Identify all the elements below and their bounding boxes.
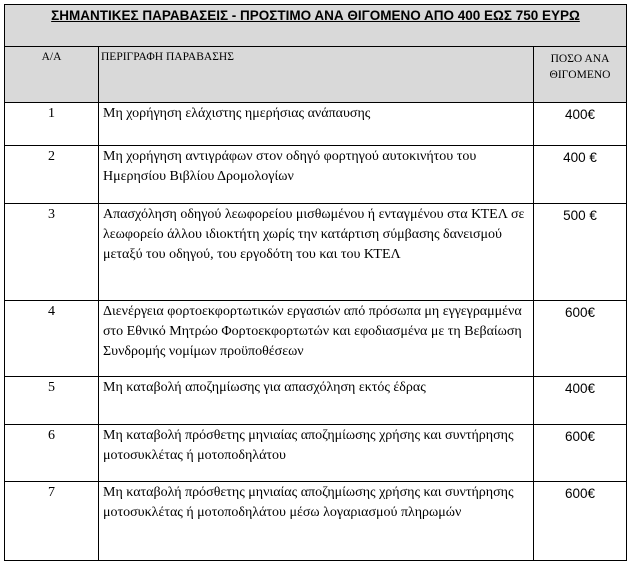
- violations-document: [4, 4, 626, 561]
- row-fine: 500 €: [534, 204, 627, 301]
- row-fine: 400€: [534, 377, 627, 425]
- header-fine-line2: ΘΙΓΟΜΕΝΟ: [549, 69, 611, 81]
- header-num: Α/Α: [5, 47, 99, 103]
- table-row: [5, 301, 627, 377]
- row-description: Μη καταβολή πρόσθετης μηνιαίας αποζημίωσης χρήσης και συντήρησης μοτοσυκλέτας ή μοτοποδηλάτου μέσω λογαριασμού πληρωμών: [99, 482, 534, 561]
- row-num: 5: [5, 377, 99, 425]
- header-fine-line1: ΠΟΣΟ ΑΝΑ: [550, 53, 610, 65]
- row-fine: 400 €: [534, 146, 627, 204]
- row-fine: 400€: [534, 103, 627, 146]
- row-description: Μη καταβολή αποζημίωσης για απασχόληση εκτός έδρας: [99, 377, 534, 425]
- row-num: 4: [5, 301, 99, 377]
- row-fine: 600€: [534, 425, 627, 482]
- violations-table: [4, 4, 627, 561]
- table-title: ΣΗΜΑΝΤΙΚΕΣ ΠΑΡΑΒΑΣΕΙΣ - ΠΡΟΣΤΙΜΟ ΑΝΑ ΘΙΓΟΜΕΝΟ ΑΠΟ 400 ΕΩΣ 750 ΕΥΡΩ: [5, 5, 627, 47]
- row-num: 6: [5, 425, 99, 482]
- row-description: Μη χορήγηση αντιγράφων στον οδηγό φορτηγού αυτοκινήτου του Ημερησίου Βιβλίου Δρομολογίων: [99, 146, 534, 204]
- table-header-row: [5, 47, 627, 103]
- table-row: [5, 204, 627, 301]
- table-row: [5, 377, 627, 425]
- row-description: Μη χορήγηση ελάχιστης ημερήσιας ανάπαυσης: [99, 103, 534, 146]
- row-description: Απασχόληση οδηγού λεωφορείου μισθωμένου ή ενταγμένου στα ΚΤΕΛ σε λεωφορείο άλλου ιδιοκτήτη χωρίς την κατάρτιση σύμβασης δανεισμού μεταξύ του οδηγού, του εργοδότη του και του ΚΤΕΛ: [99, 204, 534, 301]
- row-description: Μη καταβολή πρόσθετης μηνιαίας αποζημίωσης χρήσης και συντήρησης μοτοσυκλέτας ή μοτοποδηλάτου: [99, 425, 534, 482]
- row-num: 3: [5, 204, 99, 301]
- header-fine: [534, 47, 627, 103]
- header-description: ΠΕΡΙΓΡΑΦΗ ΠΑΡΑΒΑΣΗΣ: [99, 47, 534, 103]
- table-row: [5, 425, 627, 482]
- row-fine: 600€: [534, 482, 627, 561]
- row-num: 7: [5, 482, 99, 561]
- row-fine: 600€: [534, 301, 627, 377]
- table-row: [5, 482, 627, 561]
- table-row: [5, 146, 627, 204]
- table-row: [5, 103, 627, 146]
- row-num: 1: [5, 103, 99, 146]
- row-num: 2: [5, 146, 99, 204]
- row-description: Διενέργεια φορτοεκφορτωτικών εργασιών από πρόσωπα μη εγγεγραμμένα στο Εθνικό Μητρώο Φορτοεκφορτωτών και εφοδιασμένα με τη Βεβαίωση Συνδρομής νομίμων προϋποθέσεων: [99, 301, 534, 377]
